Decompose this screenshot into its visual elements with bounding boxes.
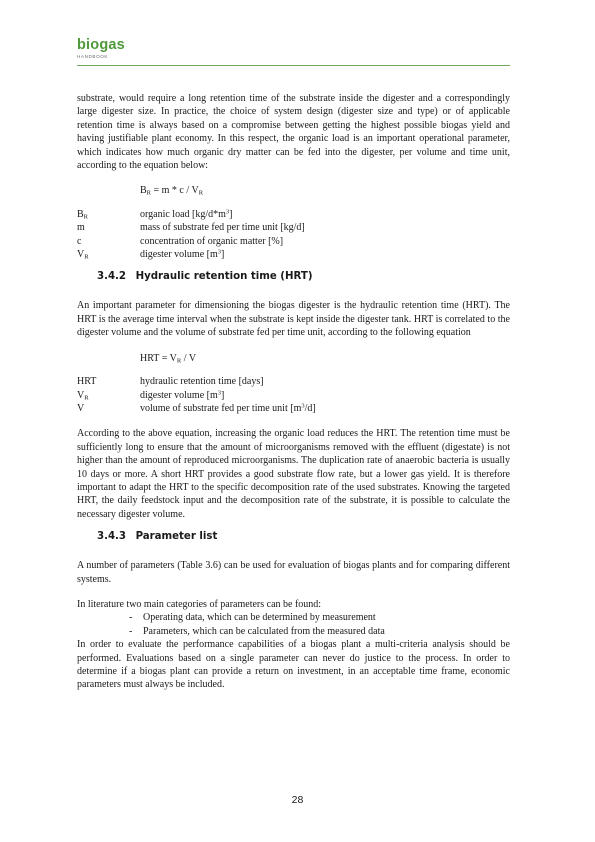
definition-description: volume of substrate fed per time unit $[m^3/d]$ [140, 402, 316, 414]
hrt-equation: HRT = $V_R$ / V [140, 352, 197, 365]
page-body [77, 92, 510, 692]
definition-row [77, 389, 510, 402]
header-logo [77, 38, 125, 60]
definition-symbol: V [77, 402, 85, 414]
organic-load-equation: $B_R = m * c / V_R$ [140, 185, 204, 197]
section-heading-hrt: 3.4.2 Hydraulic retention time (HRT) [97, 271, 313, 283]
definition-description: digester volume $[m^3]$ [140, 248, 225, 261]
page-number: 28 [291, 794, 304, 806]
definition-symbol: $B_R$ [77, 208, 89, 221]
definition-description: hydraulic retention time [days] [140, 376, 264, 388]
parameter-paragraph: A number of parameters (Table 3.6) can be used for evaluation of biogas plants and for comparing different systems. [77, 560, 510, 585]
definition-description: mass of substrate fed per time unit [kg/d] [140, 222, 305, 234]
header-divider [77, 65, 510, 66]
hrt-paragraph-2: According to the above equation, increasing the organic load reduces the HRT. The retention time must be sufficiently long to ensure that the amount of microorganisms removed with the effluent (digestate) is not higher than the amount of reproduced microorganisms. The duplication rate of anaerobic bacteria is usually 10 days or more. A short HRT provides a good substrate flow rate, but a lower gas yield. It is therefore important to adapt the HRT to the specific decomposition rate of the used substrates. Knowing the targeted HRT, the daily feedstock input and the decomposition rate of the substrate, it is possible to calculate the necessary digester volume. [77, 428, 510, 520]
hrt-paragraph: An important parameter for dimensioning the biogas digester is the hydraulic retention time (HRT). The HRT is the average time interval when the substrate is kept inside the digester tank. HRT is correlated to the digester volume and the volume of substrate fed per time unit, according to the following equation [77, 300, 510, 339]
logo-text: biogas [77, 37, 125, 53]
hrt-definitions [77, 375, 510, 415]
definition-row [77, 235, 510, 248]
parameter-categories-list [129, 611, 510, 638]
definition-row [77, 221, 510, 234]
definition-row [77, 402, 510, 415]
list-item: - Operating data, which can be determined by measurement [129, 612, 376, 624]
definition-symbol: m [77, 222, 85, 234]
list-item: - Parameters, which can be calculated from the measured data [129, 625, 385, 637]
literature-intro: In literature two main categories of parameters can be found: [77, 598, 322, 610]
organic-load-definitions [77, 208, 510, 262]
definition-symbol: $V_R$ [77, 389, 89, 401]
section-heading-parameter-list: 3.4.3 Parameter list [97, 531, 218, 543]
definition-description: concentration of organic matter [%] [140, 235, 284, 247]
definition-symbol: HRT [77, 376, 97, 388]
definition-row [77, 248, 510, 261]
definition-symbol: $V_R$ [77, 249, 89, 261]
definition-symbol: c [77, 235, 82, 247]
logo-subtitle: HANDBOOK [77, 54, 109, 59]
intro-paragraph: substrate, would require a long retention time of the substrate inside the digester and a correspondingly large digester size. In practice, the choice of system design (digester size and type) or of applicable retention time is always based on a compromise between getting the highest possible biogas yield and having justifiable plant economy. In this respect, the organic load is an important operational parameter, which indicates how much organic dry matter can be fed into the digester, per volume and time unit, according to the equation below: [77, 93, 510, 172]
definition-description: organic load $[kg/d*m^3]$ [140, 208, 233, 220]
definition-row [77, 208, 510, 221]
definition-description: digester volume $[m^3]$ [140, 389, 225, 401]
definition-row [77, 375, 510, 388]
final-paragraph: In order to evaluate the performance capabilities of a biogas plant a multi-criteria analysis should be performed. Evaluations based on a single parameter can never do justice to the process. In order to determine if a biogas plant can provide a return on investment, in an acceptable time frame, economic parameters must always be included. [77, 639, 510, 691]
